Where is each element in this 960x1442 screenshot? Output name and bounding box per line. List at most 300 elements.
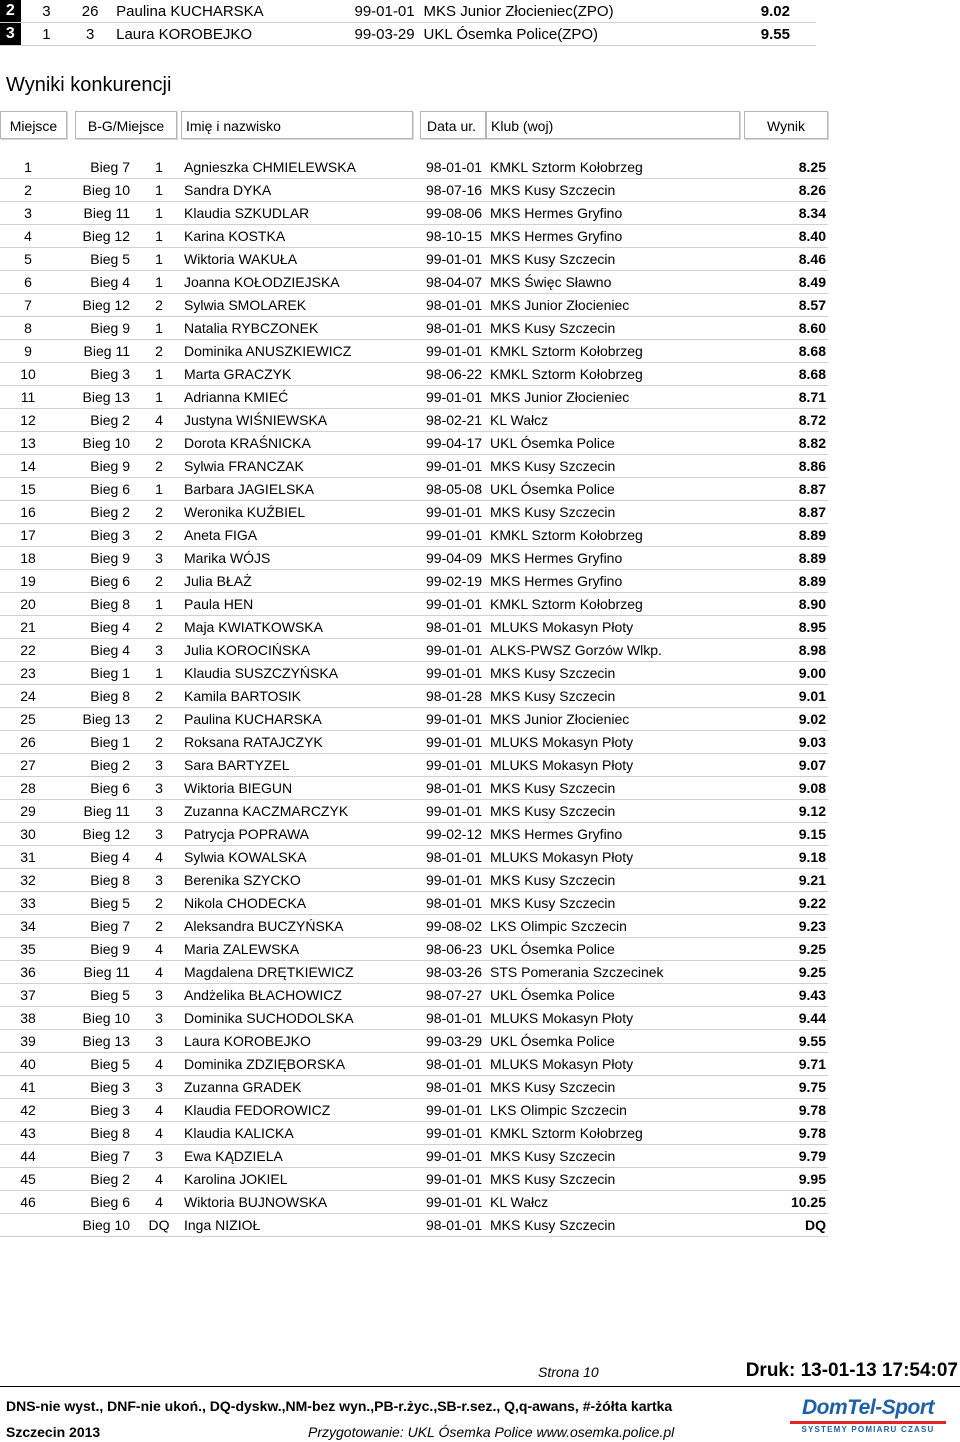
result-time: 9.43 [798, 987, 826, 1003]
result-time: 8.46 [798, 251, 826, 267]
result-birth-date: 99-01-01 [426, 527, 483, 543]
result-place: 22 [20, 642, 36, 658]
table-row [0, 662, 828, 685]
result-time: 9.78 [798, 1102, 826, 1118]
result-place: 33 [20, 895, 36, 911]
result-athlete-name: Joanna KOŁODZIEJSKA [184, 274, 340, 290]
result-birth-date: 98-06-23 [426, 941, 483, 957]
result-athlete-name: Roksana RATAJCZYK [184, 734, 323, 750]
result-place: 9 [24, 343, 32, 359]
result-club: MKS Kusy Szczecin [490, 504, 616, 520]
result-birth-date: 98-07-16 [426, 182, 483, 198]
result-time: 9.25 [798, 941, 826, 957]
location-text: Szczecin 2013 [6, 1424, 101, 1440]
table-row [0, 179, 828, 202]
result-time: 8.89 [798, 550, 826, 566]
result-heat-position: 4 [155, 1194, 163, 1210]
result-time: 9.18 [798, 849, 826, 865]
result-club: KMKL Sztorm Kołobrzeg [490, 159, 643, 175]
result-time: 9.12 [798, 803, 826, 819]
result-club: MLUKS Mokasyn Płoty [490, 849, 634, 865]
result-heat: Bieg 7 [90, 159, 130, 175]
result-place: 41 [20, 1079, 36, 1095]
result-heat-position: 3 [155, 987, 163, 1003]
result-heat-position: 4 [155, 964, 163, 980]
result-athlete-name: Adrianna KMIEĆ [184, 389, 289, 405]
table-row [0, 846, 828, 869]
result-place: 36 [20, 964, 36, 980]
result-time: 9.15 [798, 826, 826, 842]
table-row [0, 869, 828, 892]
result-birth-date: 99-01-01 [426, 803, 483, 819]
result-birth-date: 98-05-08 [426, 481, 483, 497]
result-birth-date: 98-01-01 [426, 297, 483, 313]
result-heat-position: 2 [155, 711, 163, 727]
result-heat-position: 1 [155, 596, 163, 612]
result-heat: Bieg 5 [90, 987, 130, 1003]
header-date: Data ur. [420, 111, 486, 139]
page-number: Strona 10 [538, 1364, 599, 1380]
result-heat: Bieg 9 [90, 320, 130, 336]
result-athlete-name: Paulina KUCHARSKA [184, 711, 322, 727]
result-heat: Bieg 13 [82, 389, 130, 405]
table-row [0, 731, 828, 754]
result-heat: Bieg 3 [90, 366, 130, 382]
result-birth-date: 98-03-26 [426, 964, 483, 980]
result-heat-position: 2 [155, 504, 163, 520]
result-time: 8.87 [798, 481, 826, 497]
result-time: 9.01 [798, 688, 826, 704]
result-birth-date: 99-08-06 [426, 205, 483, 221]
top-club: MKS Junior Złocieniec(ZPO) [424, 0, 703, 23]
result-athlete-name: Sylwia KOWALSKA [184, 849, 307, 865]
result-club: KL Wałcz [490, 412, 549, 428]
result-athlete-name: Paula HEN [184, 596, 254, 612]
top-result: 9.55 [702, 23, 816, 46]
result-place: 35 [20, 941, 36, 957]
result-athlete-name: Julia KOROCIŃSKA [184, 642, 311, 658]
result-club: MKS Hermes Gryfino [490, 550, 623, 566]
result-place: 37 [20, 987, 36, 1003]
table-row [0, 225, 828, 248]
result-club: MLUKS Mokasyn Płoty [490, 1010, 634, 1026]
result-heat-position: 3 [155, 550, 163, 566]
result-club: KMKL Sztorm Kołobrzeg [490, 343, 643, 359]
result-place: 46 [20, 1194, 36, 1210]
result-heat-position: 2 [155, 619, 163, 635]
result-club: LKS Olimpic Szczecin [490, 1102, 627, 1118]
table-row [0, 1145, 828, 1168]
result-club: MKS Kusy Szczecin [490, 1171, 616, 1187]
result-time: 8.86 [798, 458, 826, 474]
result-heat-position: 2 [155, 573, 163, 589]
result-birth-date: 99-08-02 [426, 918, 483, 934]
table-row [0, 501, 828, 524]
top-heat-position: 3 [21, 0, 72, 23]
result-birth-date: 99-01-01 [426, 711, 483, 727]
result-club: UKL Ósemka Police [490, 1033, 615, 1049]
result-place: 18 [20, 550, 36, 566]
table-row [0, 639, 828, 662]
result-time: 8.49 [798, 274, 826, 290]
result-athlete-name: Weronika KUŹBIEL [184, 504, 306, 520]
result-heat: Bieg 11 [83, 205, 130, 221]
result-time: 8.72 [798, 412, 826, 428]
result-heat-position: 1 [155, 274, 163, 290]
table-row [0, 386, 828, 409]
result-heat-position: 4 [155, 941, 163, 957]
result-athlete-name: Dominika ANUSZKIEWICZ [184, 343, 352, 359]
result-athlete-name: Sylwia SMOLAREK [184, 297, 307, 313]
result-place: 8 [24, 320, 32, 336]
result-heat: Bieg 8 [90, 872, 130, 888]
result-heat-position: 1 [155, 251, 163, 267]
table-row [0, 685, 828, 708]
result-heat-position: 1 [155, 665, 163, 681]
result-club: MKS Kusy Szczecin [490, 458, 616, 474]
table-row [0, 800, 828, 823]
table-row [0, 409, 828, 432]
result-club: MKS Kusy Szczecin [490, 320, 616, 336]
result-athlete-name: Klaudia SUSZCZYŃSKA [184, 665, 339, 681]
table-row [0, 524, 828, 547]
result-club: MKS Hermes Gryfino [490, 573, 623, 589]
result-birth-date: 98-01-01 [426, 159, 483, 175]
top-row [0, 23, 816, 46]
result-club: MKS Junior Złocieniec [490, 389, 630, 405]
result-heat: Bieg 4 [90, 274, 130, 290]
result-athlete-name: Laura KOROBEJKO [184, 1033, 311, 1049]
result-place: 6 [24, 274, 32, 290]
result-club: MKS Hermes Gryfino [490, 228, 623, 244]
result-place: 21 [20, 619, 36, 635]
result-heat: Bieg 11 [83, 343, 130, 359]
result-club: MKS Kusy Szczecin [490, 872, 616, 888]
result-birth-date: 98-01-01 [426, 1217, 483, 1233]
result-athlete-name: Klaudia FEDOROWICZ [184, 1102, 331, 1118]
result-heat-position: 1 [155, 205, 163, 221]
result-time: 9.23 [798, 918, 826, 934]
table-row [0, 455, 828, 478]
result-athlete-name: Wiktoria BUJNOWSKA [184, 1194, 328, 1210]
result-heat-position: 4 [155, 849, 163, 865]
result-time: 8.98 [798, 642, 826, 658]
result-birth-date: 99-01-01 [426, 1102, 483, 1118]
result-athlete-name: Karolina JOKIEL [184, 1171, 288, 1187]
result-club: MKS Kusy Szczecin [490, 780, 616, 796]
result-time: 9.21 [798, 872, 826, 888]
top-bib: 3 [72, 23, 108, 46]
result-birth-date: 99-01-01 [426, 389, 483, 405]
result-club: MLUKS Mokasyn Płoty [490, 619, 634, 635]
top-row [0, 0, 816, 23]
result-birth-date: 98-01-28 [426, 688, 483, 704]
result-place: 25 [20, 711, 36, 727]
result-heat: Bieg 2 [90, 504, 130, 520]
result-club: MLUKS Mokasyn Płoty [490, 1056, 634, 1072]
result-athlete-name: Nikola CHODECKA [184, 895, 307, 911]
result-club: ALKS-PWSZ Gorzów Wlkp. [490, 642, 662, 658]
result-place: 19 [20, 573, 36, 589]
result-place: 44 [20, 1148, 36, 1164]
result-club: MKS Kusy Szczecin [490, 182, 616, 198]
result-heat: Bieg 4 [90, 619, 130, 635]
result-place: 20 [20, 596, 36, 612]
result-heat: Bieg 4 [90, 642, 130, 658]
result-place: 15 [20, 481, 36, 497]
result-heat-position: 2 [155, 458, 163, 474]
result-time: 8.26 [798, 182, 826, 198]
table-row [0, 202, 828, 225]
result-heat-position: 1 [155, 159, 163, 175]
result-heat: Bieg 8 [90, 1125, 130, 1141]
result-heat: Bieg 4 [90, 849, 130, 865]
result-time: 8.25 [798, 159, 826, 175]
result-time: 9.95 [798, 1171, 826, 1187]
result-club: MKS Kusy Szczecin [490, 1148, 616, 1164]
result-athlete-name: Maria ZALEWSKA [184, 941, 300, 957]
section-title: Wyniki konkurencji [6, 74, 172, 96]
result-heat: Bieg 9 [90, 550, 130, 566]
result-birth-date: 99-01-01 [426, 504, 483, 520]
result-athlete-name: Agnieszka CHMIELEWSKA [184, 159, 356, 175]
result-heat: Bieg 10 [82, 435, 130, 451]
table-row [0, 1053, 828, 1076]
table-row [0, 1168, 828, 1191]
result-heat-position: 2 [155, 895, 163, 911]
top-club: UKL Ósemka Police(ZPO) [424, 23, 703, 46]
result-athlete-name: Patrycja POPRAWA [184, 826, 309, 842]
result-heat-position: 2 [155, 435, 163, 451]
result-heat-position: 1 [155, 182, 163, 198]
table-row [0, 432, 828, 455]
result-birth-date: 98-01-01 [426, 780, 483, 796]
result-birth-date: 99-04-17 [426, 435, 483, 451]
result-heat-position: 1 [155, 366, 163, 382]
result-heat: Bieg 3 [90, 1102, 130, 1118]
result-birth-date: 99-01-01 [426, 1125, 483, 1141]
result-heat-position: 2 [155, 297, 163, 313]
top-heat-position: 1 [21, 23, 72, 46]
result-athlete-name: Klaudia KALICKA [184, 1125, 294, 1141]
result-birth-date: 98-01-01 [426, 849, 483, 865]
table-row [0, 547, 828, 570]
result-place: 2 [24, 182, 32, 198]
result-heat: Bieg 6 [90, 573, 130, 589]
result-athlete-name: Zuzanna GRADEK [184, 1079, 302, 1095]
result-place: 26 [20, 734, 36, 750]
top-athlete-name: Laura KOROBEJKO [108, 23, 354, 46]
result-heat-position: 3 [155, 826, 163, 842]
result-birth-date: 98-01-01 [426, 1079, 483, 1095]
result-heat: Bieg 13 [82, 1033, 130, 1049]
result-place: 11 [20, 389, 36, 405]
legend-text: DNS-nie wyst., DNF-nie ukoń., DQ-dyskw.,NM-bez wyn.,PB-r.życ.,SB-r.sez., Q,q-awans, #-żółta kartka [6, 1398, 673, 1414]
result-place: 34 [20, 918, 36, 934]
result-birth-date: 99-01-01 [426, 458, 483, 474]
result-birth-date: 99-01-01 [426, 1194, 483, 1210]
result-birth-date: 98-01-01 [426, 619, 483, 635]
result-place: 1 [24, 159, 32, 175]
table-row [0, 317, 828, 340]
result-heat: Bieg 1 [90, 665, 130, 681]
result-birth-date: 99-01-01 [426, 734, 483, 750]
results-list [0, 156, 828, 1237]
result-time: 9.22 [798, 895, 826, 911]
result-birth-date: 99-01-01 [426, 343, 483, 359]
result-time: 8.60 [798, 320, 826, 336]
header-heat: B-G/Miejsce [75, 111, 177, 139]
result-athlete-name: Dominika ZDZIĘBORSKA [184, 1056, 346, 1072]
result-heat-position: 4 [155, 1125, 163, 1141]
result-time: 8.57 [798, 297, 826, 313]
result-athlete-name: Zuzanna KACZMARCZYK [184, 803, 349, 819]
result-time: 9.71 [798, 1056, 826, 1072]
result-heat: Bieg 3 [90, 527, 130, 543]
result-time: 8.95 [798, 619, 826, 635]
result-heat-position: 3 [155, 757, 163, 773]
result-birth-date: 99-02-12 [426, 826, 483, 842]
result-club: MKS Hermes Gryfino [490, 826, 623, 842]
result-heat: Bieg 2 [90, 1171, 130, 1187]
result-time: 8.82 [798, 435, 826, 451]
result-place: 3 [24, 205, 32, 221]
result-athlete-name: Wiktoria WAKUŁA [184, 251, 298, 267]
table-row [0, 754, 828, 777]
result-birth-date: 99-02-19 [426, 573, 483, 589]
result-athlete-name: Dominika SUCHODOLSKA [184, 1010, 354, 1026]
result-athlete-name: Magdalena DRĘTKIEWICZ [184, 964, 354, 980]
result-club: MKS Kusy Szczecin [490, 895, 616, 911]
result-heat-position: DQ [148, 1217, 170, 1233]
result-club: MKS Hermes Gryfino [490, 205, 623, 221]
table-row [0, 593, 828, 616]
result-club: LKS Olimpic Szczecin [490, 918, 627, 934]
result-place: 5 [24, 251, 32, 267]
top-birth-date: 99-03-29 [355, 23, 424, 46]
result-heat: Bieg 6 [90, 780, 130, 796]
result-heat: Bieg 13 [82, 711, 130, 727]
result-club: MKS Kusy Szczecin [490, 688, 616, 704]
result-birth-date: 98-06-22 [426, 366, 483, 382]
print-timestamp: Druk: 13-01-13 17:54:07 [745, 1360, 958, 1381]
result-heat: Bieg 2 [90, 412, 130, 428]
result-time: 9.03 [798, 734, 826, 750]
result-club: UKL Ósemka Police [490, 941, 615, 957]
result-place: 27 [20, 757, 36, 773]
result-place: 4 [24, 228, 32, 244]
table-row [0, 340, 828, 363]
result-club: MKS Kusy Szczecin [490, 251, 616, 267]
result-birth-date: 99-01-01 [426, 1171, 483, 1187]
header-name: Imię i nazwisko [181, 111, 413, 139]
result-heat: Bieg 6 [90, 1194, 130, 1210]
result-heat-position: 4 [155, 1056, 163, 1072]
result-heat-position: 2 [155, 343, 163, 359]
result-heat: Bieg 12 [82, 228, 130, 244]
result-birth-date: 98-01-01 [426, 320, 483, 336]
top-result: 9.02 [702, 0, 816, 23]
table-row [0, 1076, 828, 1099]
result-birth-date: 98-10-15 [426, 228, 483, 244]
result-athlete-name: Berenika SZYCKO [184, 872, 301, 888]
result-heat-position: 4 [155, 1171, 163, 1187]
result-heat: Bieg 8 [90, 688, 130, 704]
top-bib: 26 [72, 0, 108, 23]
table-row [0, 1122, 828, 1145]
result-time: 9.75 [798, 1079, 826, 1095]
table-row [0, 1007, 828, 1030]
result-athlete-name: Inga NIZIOŁ [184, 1217, 261, 1233]
result-heat: Bieg 12 [82, 826, 130, 842]
result-place: 12 [20, 412, 36, 428]
table-row [0, 777, 828, 800]
result-heat-position: 3 [155, 1010, 163, 1026]
header-club: Klub (woj) [486, 111, 740, 139]
result-birth-date: 99-01-01 [426, 1148, 483, 1164]
result-heat: Bieg 7 [90, 918, 130, 934]
result-athlete-name: Aleksandra BUCZYŃSKA [184, 918, 344, 934]
table-row [0, 271, 828, 294]
result-heat: Bieg 10 [82, 1217, 130, 1233]
result-place: 39 [20, 1033, 36, 1049]
result-club: MKS Kusy Szczecin [490, 665, 616, 681]
table-row [0, 984, 828, 1007]
result-club: MKS Kusy Szczecin [490, 1217, 616, 1233]
table-row [0, 478, 828, 501]
result-time: 10.25 [790, 1194, 826, 1210]
result-club: UKL Ósemka Police [490, 435, 615, 451]
top-birth-date: 99-01-01 [355, 0, 424, 23]
result-place: 16 [20, 504, 36, 520]
result-heat: Bieg 11 [83, 803, 130, 819]
result-time: 8.87 [798, 504, 826, 520]
result-heat-position: 3 [155, 803, 163, 819]
result-athlete-name: Kamila BARTOSIK [184, 688, 301, 704]
result-place: 29 [20, 803, 36, 819]
table-row [0, 961, 828, 984]
result-club: MLUKS Mokasyn Płoty [490, 734, 634, 750]
result-birth-date: 99-01-01 [426, 596, 483, 612]
result-place: 40 [20, 1056, 36, 1072]
result-place: 38 [20, 1010, 36, 1026]
result-athlete-name: Dorota KRAŚNICKA [184, 435, 311, 451]
results-header [0, 111, 830, 140]
table-row [0, 892, 828, 915]
result-athlete-name: Sylwia FRANCZAK [184, 458, 304, 474]
result-place: 14 [20, 458, 36, 474]
top-place: 3 [0, 23, 21, 46]
result-birth-date: 99-01-01 [426, 251, 483, 267]
result-time: 8.89 [798, 573, 826, 589]
result-athlete-name: Barbara JAGIELSKA [184, 481, 314, 497]
result-birth-date: 99-04-09 [426, 550, 483, 566]
top-athlete-name: Paulina KUCHARSKA [108, 0, 354, 23]
result-athlete-name: Maja KWIATKOWSKA [184, 619, 323, 635]
table-row [0, 823, 828, 846]
result-athlete-name: Andżelika BŁACHOWICZ [184, 987, 342, 1003]
result-time: 9.02 [798, 711, 826, 727]
result-athlete-name: Klaudia SZKUDLAR [184, 205, 310, 221]
result-place: 24 [20, 688, 36, 704]
result-heat: Bieg 9 [90, 458, 130, 474]
result-place: 42 [20, 1102, 36, 1118]
result-club: MKS Święc Sławno [490, 274, 612, 290]
result-athlete-name: Justyna WIŚNIEWSKA [184, 412, 328, 428]
logo-wordmark: DomTel-Sport [801, 1396, 935, 1419]
result-time: 8.34 [798, 205, 826, 221]
table-row [0, 294, 828, 317]
